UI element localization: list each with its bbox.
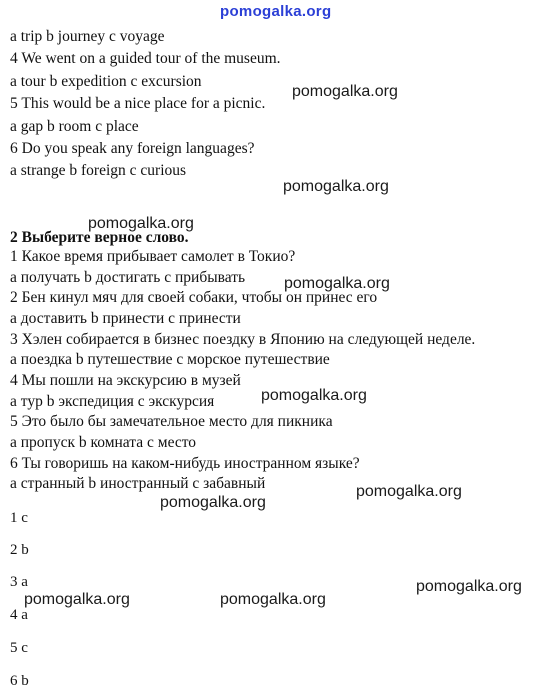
watermark: pomogalka.org <box>261 387 367 404</box>
exercise-line: a strange b foreign c curious <box>10 162 187 179</box>
task2-line: а пропуск b комната с место <box>10 434 197 451</box>
watermark: pomogalka.org <box>416 578 522 595</box>
task2-line: 6 Ты говоришь на каком-нибудь иностранном языке? <box>10 455 360 472</box>
watermark-top: pomogalka.org <box>220 3 332 20</box>
watermark: pomogalka.org <box>284 275 390 292</box>
exercise-line: 5 This would be a nice place for a picnic. <box>10 95 266 112</box>
answer-item: 6 b <box>10 673 29 689</box>
answer-item: 2 b <box>10 542 29 558</box>
watermark: pomogalka.org <box>283 178 389 195</box>
task2-heading: 2 Выберите верное слово. <box>10 229 189 246</box>
watermark: pomogalka.org <box>292 83 398 100</box>
watermark: pomogalka.org <box>160 494 266 511</box>
task2-line: а тур b экспедиция с экскурсия <box>10 393 215 410</box>
task2-line: а странный b иностранный с забавный <box>10 475 266 492</box>
task2-line: 4 Мы пошли на экскурсию в музей <box>10 372 241 389</box>
exercise-line: a trip b journey c voyage <box>10 28 165 45</box>
task2-line: 1 Какое время прибывает самолет в Токио? <box>10 248 296 265</box>
task2-line: а поездка b путешествие с морское путешествие <box>10 351 330 368</box>
exercise-line: a tour b expedition c excursion <box>10 73 202 90</box>
watermark: pomogalka.org <box>88 215 194 232</box>
answer-item: 1 c <box>10 510 28 526</box>
task2-line: 2 Бен кинул мяч для своей собаки, чтобы он принес его <box>10 289 378 306</box>
task2-line: а доставить b принести с принести <box>10 310 241 327</box>
task2-line: 3 Хэлен собирается в бизнес поездку в Японию на следующей неделе. <box>10 331 476 348</box>
task2-line: а получать b достигать с прибывать <box>10 269 246 286</box>
answer-item: 3 a <box>10 574 28 590</box>
task2-line: 5 Это было бы замечательное место для пикника <box>10 413 333 430</box>
exercise-line: 6 Do you speak any foreign languages? <box>10 140 255 157</box>
exercise-line: a gap b room c place <box>10 118 139 135</box>
watermark: pomogalka.org <box>24 591 130 608</box>
exercise-line: 4 We went on a guided tour of the museum. <box>10 50 281 67</box>
answer-item: 4 a <box>10 607 28 623</box>
watermark: pomogalka.org <box>220 591 326 608</box>
answer-item: 5 c <box>10 640 28 656</box>
watermark: pomogalka.org <box>356 483 462 500</box>
